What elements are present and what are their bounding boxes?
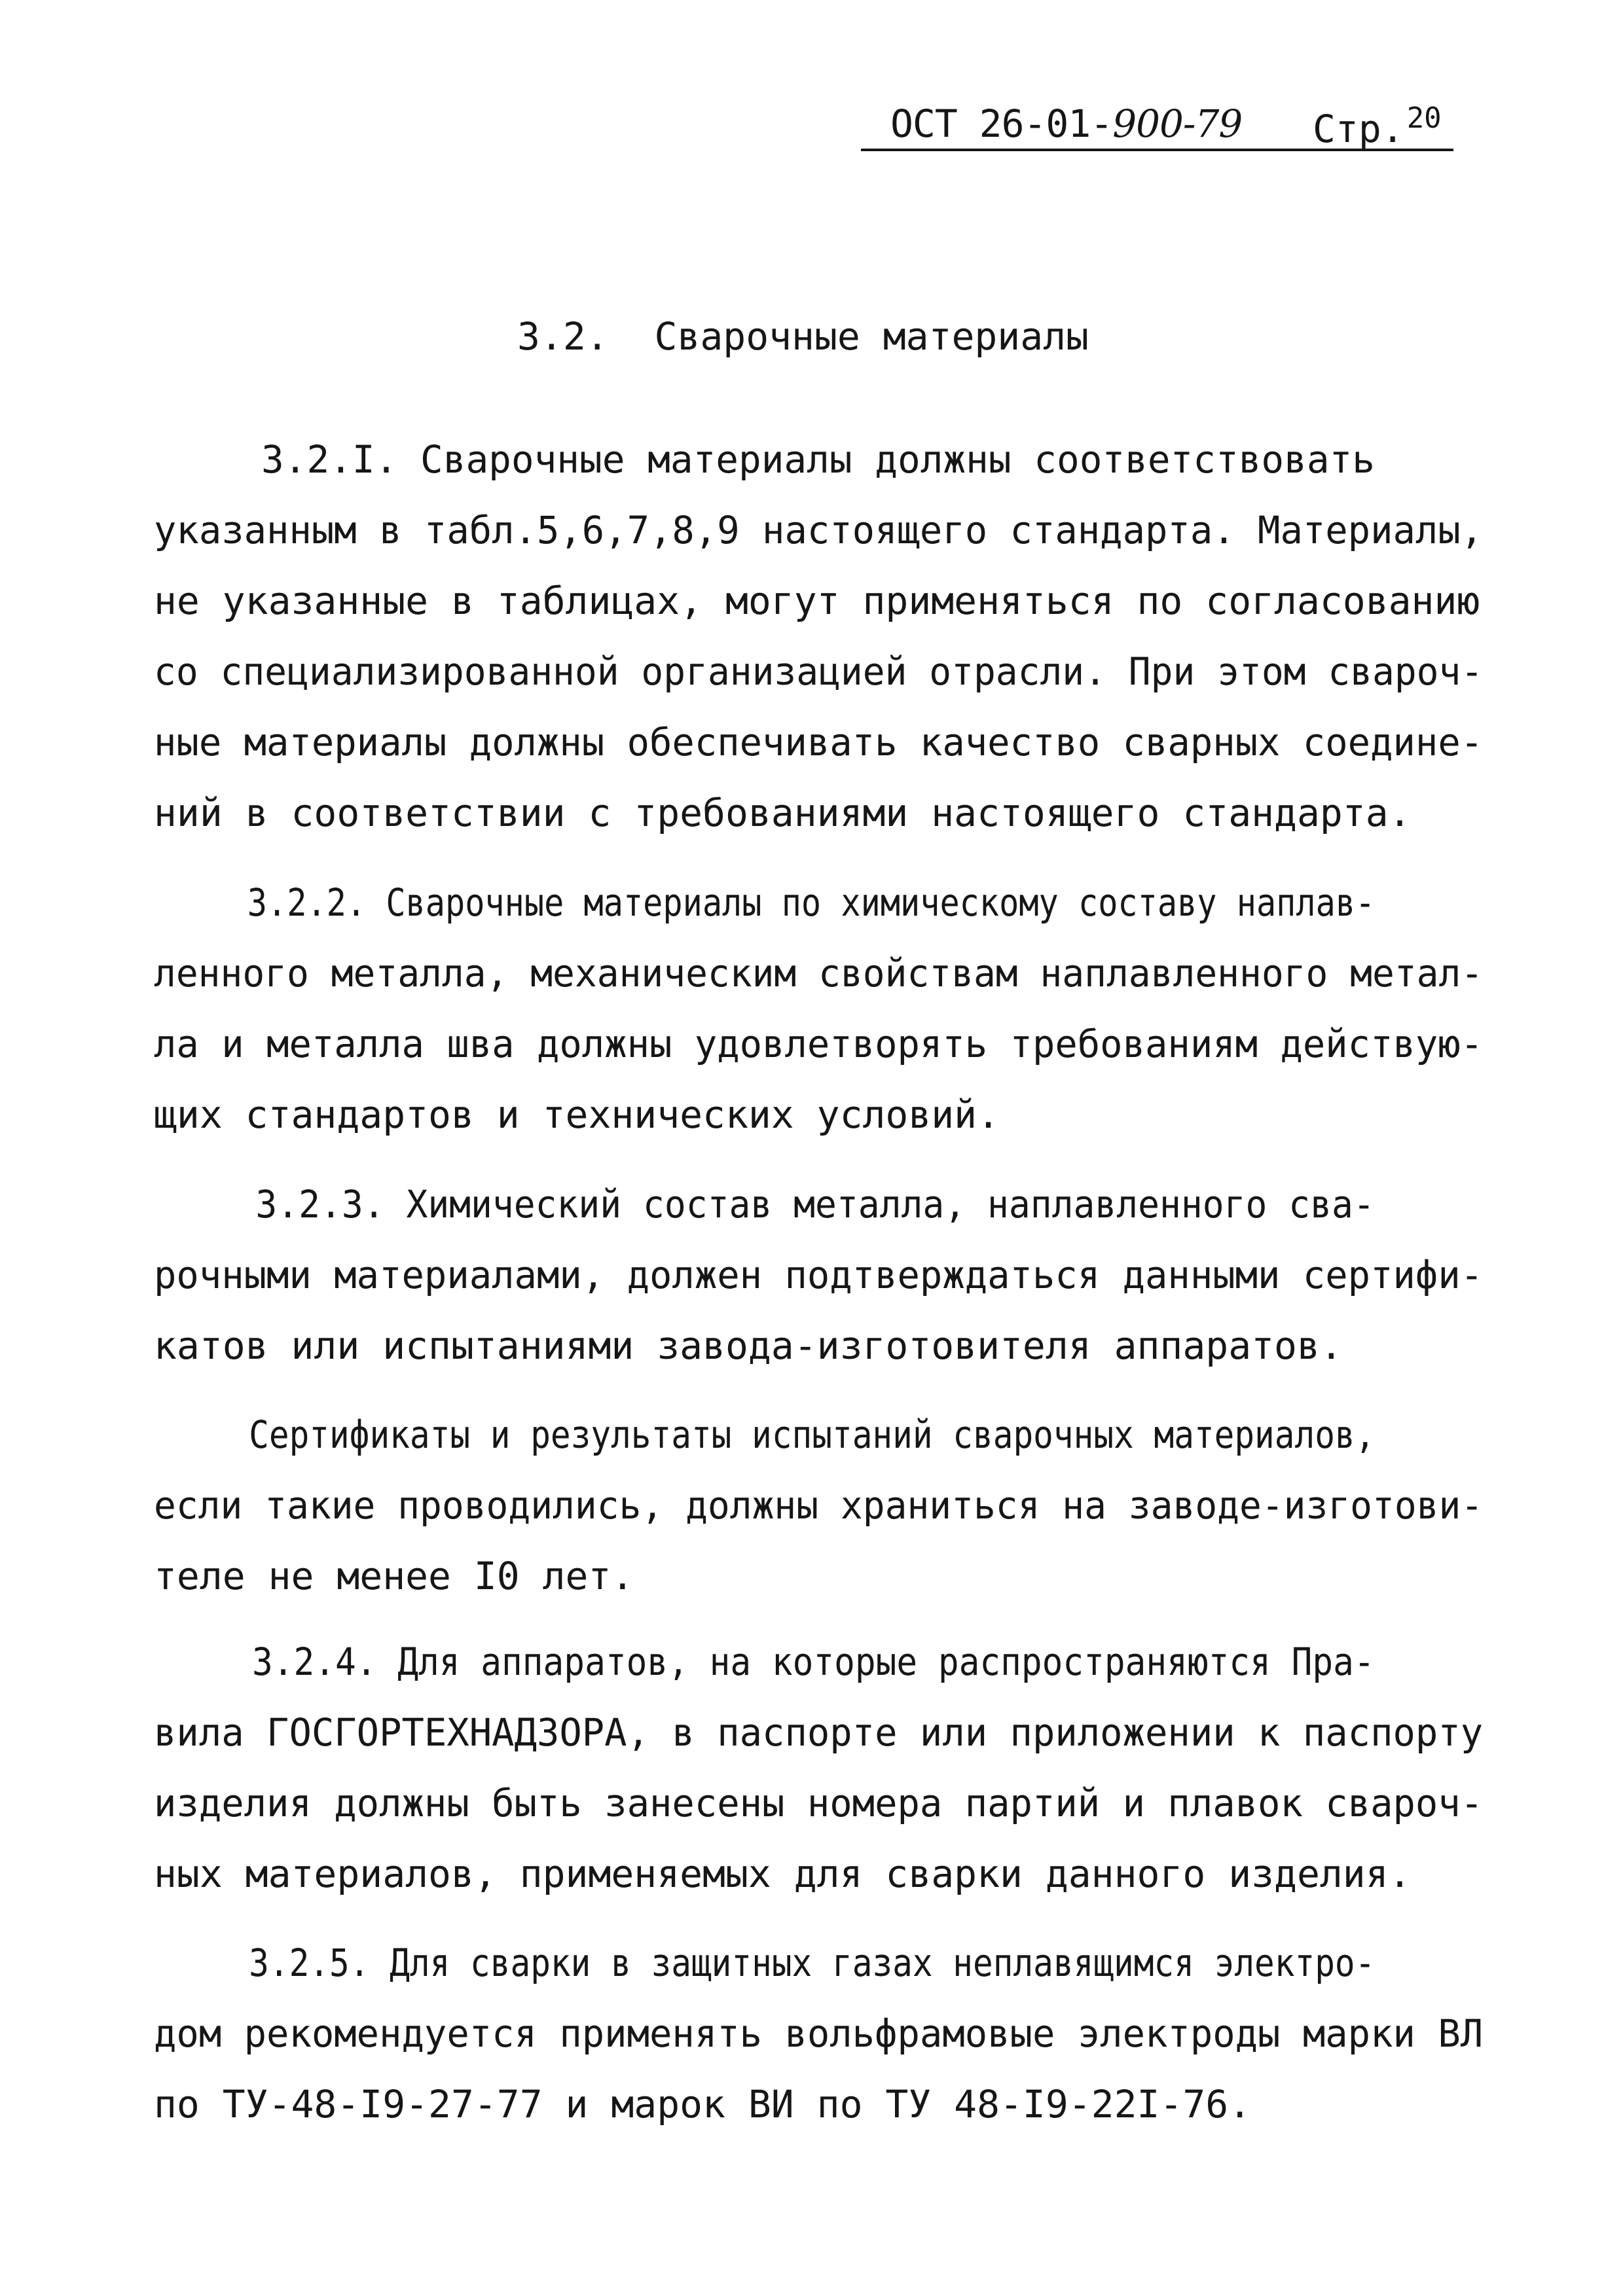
document-code: [890, 101, 1242, 146]
page-number-label: [1313, 101, 1442, 151]
paragraph-certificates: [154, 1399, 1483, 1611]
text-line: ленного металла, механическим свойствам наплавленного метал-: [154, 951, 1484, 996]
text-line: катов или испытаниями завода-изготовителя аппаратов.: [154, 1323, 1343, 1368]
text-line: изделия должны быть занесены номера партий и плавок свароч-: [154, 1781, 1484, 1825]
text-line: со специализированной организацией отрасли. При этом свароч-: [154, 649, 1484, 694]
text-line: ные материалы должны обеспечивать качество сварных соедине-: [154, 720, 1484, 764]
paragraph-3-2-2: [154, 867, 1483, 1150]
paragraph-3-2-3: [154, 1169, 1483, 1381]
text-line: Сертификаты и результаты испытаний сварочных материалов,: [249, 1412, 1376, 1457]
paragraph-3-2-1: [154, 424, 1483, 848]
text-line: 3.2.3. Химический состав металла, наплавленного сва-: [255, 1182, 1375, 1227]
text-line: указанным в табл.5,6,7,8,9 настоящего стандарта. Материалы,: [154, 508, 1484, 552]
document-code-number: 900-79: [1112, 101, 1243, 146]
header-underline: [861, 149, 1453, 151]
paragraph-3-2-5: [154, 1928, 1483, 2140]
text-line: щих стандартов и технических условий.: [154, 1092, 1000, 1137]
text-line: 3.2.I. Сварочные материалы должны соответствовать: [261, 437, 1375, 482]
text-line: теле не менее I0 лет.: [154, 1554, 634, 1598]
text-line: рочными материалами, должен подтверждаться данными сертифи-: [154, 1253, 1484, 1297]
text-line: 3.2.5. Для сварки в защитных газах неплавящимся электро-: [249, 1941, 1376, 1985]
page-header: [861, 101, 1453, 154]
text-line: по ТУ-48-I9-27-77 и марок ВИ по ТУ 48-I9-22I-76.: [154, 2082, 1252, 2126]
text-line: ла и металла шва должны удовлетворять требованиям действую-: [154, 1022, 1484, 1066]
text-line: дом рекомендуется применять вольфрамовые электроды марки ВЛ: [154, 2011, 1484, 2056]
paragraph-3-2-4: [154, 1626, 1483, 1909]
section-title: 3.2. Сварочные материалы: [517, 314, 1089, 359]
text-line: 3.2.2. Сварочные материалы по химическому составу наплав-: [247, 880, 1376, 925]
page-label-text: Стр.: [1313, 107, 1404, 151]
text-line: вила ГОСГОРТЕХНАДЗОРА, в паспорте или приложении к паспорту: [154, 1710, 1484, 1755]
text-line: если такие проводились, должны храниться на заводе-изготови-: [154, 1483, 1484, 1528]
page-number: 20: [1406, 101, 1442, 135]
text-line: 3.2.4. Для аппаратов, на которые распространяются Пра-: [252, 1640, 1375, 1684]
text-line: ний в соответствии с требованиями настоящего стандарта.: [154, 791, 1412, 835]
text-line: ных материалов, применяемых для сварки данного изделия.: [154, 1852, 1412, 1896]
document-code-prefix: ОСТ 26-01-: [890, 101, 1113, 146]
text-line: не указанные в таблицах, могут применяться по согласованию: [154, 579, 1480, 623]
